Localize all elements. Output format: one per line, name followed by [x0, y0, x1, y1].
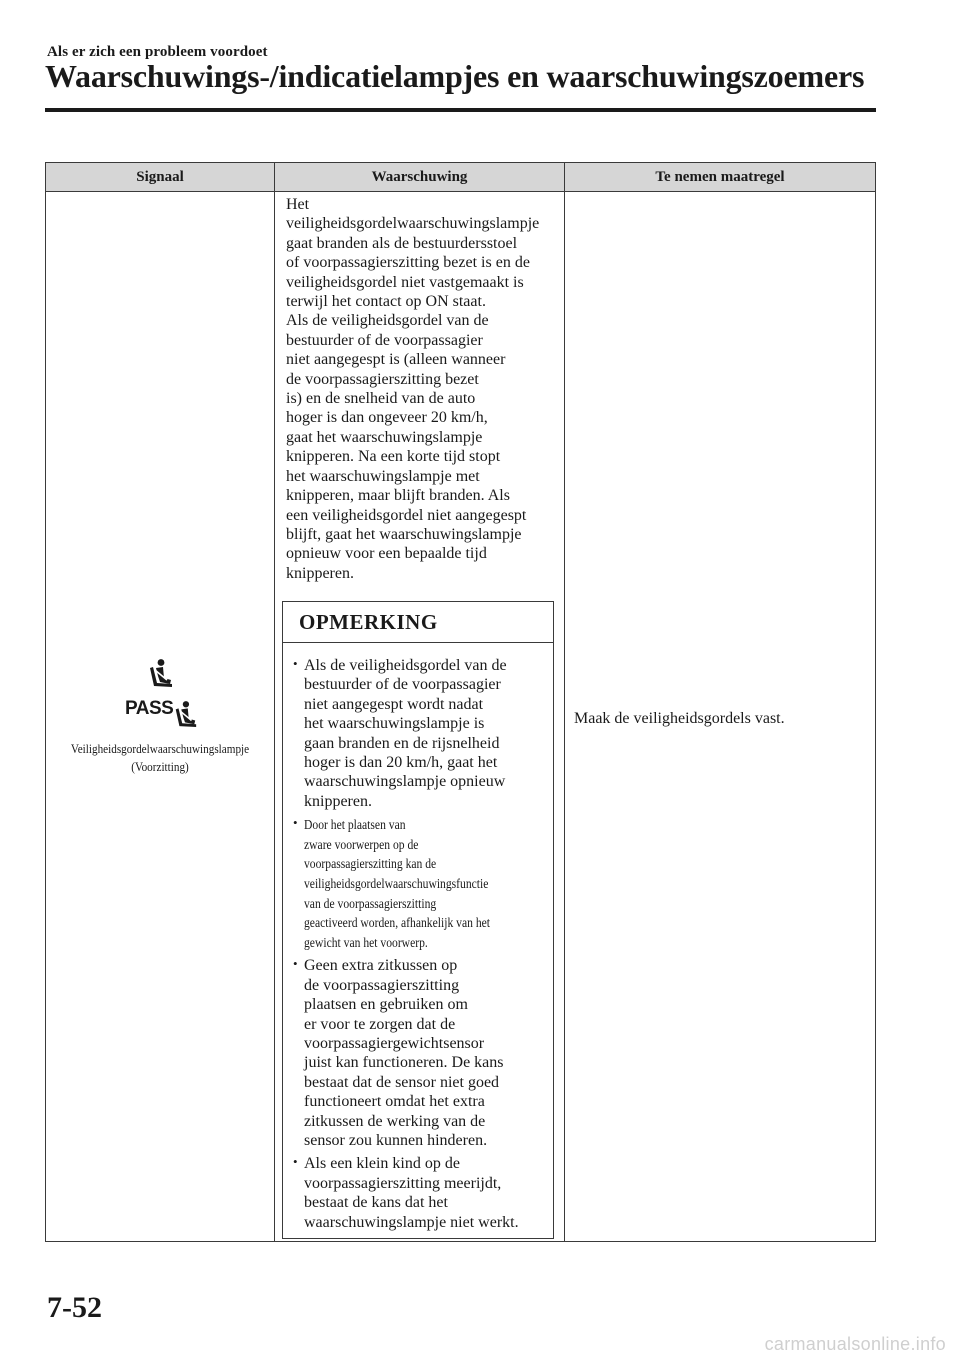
- note-line: bestaat de kans dat het: [304, 1194, 448, 1212]
- watermark: carmanualsonline.info: [764, 1334, 946, 1354]
- note-line: Als de veiligheidsgordel van de: [304, 657, 507, 674]
- warning-line: niet aangegespt is (alleen wanneer: [286, 351, 506, 369]
- note-bullet: [291, 956, 551, 1150]
- note-header: [283, 602, 553, 643]
- pass-label: PASS: [125, 698, 174, 719]
- note-line: hoger is dan 20 km/h, gaat het: [304, 754, 498, 772]
- column-header-action: Te nemen maatregel: [655, 169, 785, 185]
- note-line: Door het plaatsen van: [304, 817, 406, 833]
- note-bullet: [291, 1154, 551, 1232]
- note-bullet: [291, 656, 551, 811]
- note-line: waarschuwingslampje opnieuw: [304, 773, 506, 791]
- title-rule: [45, 108, 876, 112]
- column-divider: [274, 163, 275, 1241]
- note-line: niet aangegespt wordt nadat: [304, 695, 484, 713]
- signal-cell: [46, 658, 274, 776]
- warning-line: gaat het waarschuwingslampje: [286, 428, 483, 446]
- note-line: voorpassagierszitting meerijdt,: [304, 1174, 502, 1192]
- bullet-dot-icon: •: [293, 956, 298, 972]
- note-line: Geen extra zitkussen op: [304, 957, 458, 975]
- note-line: juist kan functioneren. De kans: [304, 1054, 504, 1072]
- warning-line: is) en de snelheid van de auto: [286, 390, 476, 408]
- note-line: functioneert omdat het extra: [304, 1093, 485, 1111]
- note-line: het waarschuwingslampje is: [304, 715, 485, 733]
- warning-line: blijft, gaat het waarschuwingslampje: [286, 525, 522, 543]
- warning-line: hoger is dan ongeveer 20 km/h,: [286, 409, 488, 427]
- bullet-dot-icon: •: [293, 815, 298, 831]
- note-line: bestuurder of de voorpassagier: [304, 676, 501, 694]
- note-body: [291, 656, 551, 1236]
- note-line: gaan branden en de rijsnelheid: [304, 734, 500, 752]
- warning-line: Het: [286, 196, 310, 213]
- warning-line: Als de veiligheidsgordel van de: [286, 312, 489, 330]
- passenger-seatbelt-icon: [172, 700, 198, 728]
- note-line: gewicht van het voorwerp.: [304, 934, 428, 950]
- warning-line: bestuurder of de voorpassagier: [286, 331, 483, 349]
- note-line: knipperen.: [304, 792, 372, 810]
- warning-line: terwijl het contact op ON staat.: [286, 293, 486, 311]
- warning-line: veiligheidsgordel niet vastgemaakt is: [286, 273, 524, 291]
- warning-line: knipperen, maar blijft branden. Als: [286, 487, 510, 505]
- column-header-signal: Signaal: [136, 169, 184, 185]
- warning-line: de voorpassagierszitting bezet: [286, 370, 479, 388]
- warning-line: een veiligheidsgordel niet aangegespt: [286, 506, 527, 524]
- signal-caption: Veiligheidsgordelwaarschuwingslampje (Voorzitting): [70, 741, 250, 774]
- note-line: zware voorwerpen op de: [304, 836, 419, 852]
- warning-line: knipperen. Na een korte tijd stopt: [286, 448, 501, 466]
- action-text: Maak de veiligheidsgordels vast.: [574, 710, 785, 727]
- note-line: zitkussen de werking van de: [304, 1112, 486, 1130]
- note-title: OPMERKING: [299, 610, 438, 634]
- note-bullet: [291, 815, 551, 952]
- warning-line: of voorpassagierszitting bezet is en de: [286, 254, 530, 272]
- note-box: [282, 601, 554, 1239]
- note-line: sensor zou kunnen hinderen.: [304, 1132, 488, 1150]
- note-line: veiligheidsgordelwaarschuwingsfunctie: [304, 876, 489, 892]
- warning-description: [286, 195, 574, 583]
- table-header: [46, 163, 875, 192]
- note-line: van de voorpassagierszitting: [304, 895, 437, 911]
- warning-table: [45, 162, 876, 1242]
- page-number: 7-52: [47, 1291, 102, 1324]
- note-line: voorpassagiergewichtsensor: [304, 1035, 485, 1053]
- note-line: er voor te zorgen dat de: [304, 1015, 456, 1033]
- bullet-dot-icon: •: [293, 1154, 298, 1170]
- note-line: waarschuwingslampje niet werkt.: [304, 1213, 519, 1231]
- warning-line: veiligheidsgordelwaarschuwingslampje: [286, 215, 540, 233]
- column-header-warning: Waarschuwing: [371, 169, 468, 185]
- note-line: geactiveerd worden, afhankelijk van het: [304, 915, 491, 931]
- warning-line: gaat branden als de bestuurdersstoel: [286, 234, 518, 252]
- warning-line: het waarschuwingslampje met: [286, 467, 480, 485]
- section-label: Als er zich een probleem voordoet: [47, 44, 268, 60]
- note-line: de voorpassagierszitting: [304, 976, 460, 994]
- note-line: Als een klein kind op de: [304, 1155, 460, 1173]
- note-line: bestaat dat de sensor niet goed: [304, 1073, 500, 1091]
- note-line: plaatsen en gebruiken om: [304, 996, 468, 1014]
- page-title: Waarschuwings-/indicatielampjes en waarschuwingszoemers: [45, 58, 865, 94]
- warning-line: opnieuw voor een bepaalde tijd: [286, 545, 487, 563]
- warning-line: knipperen.: [286, 564, 354, 582]
- seatbelt-warning-icon: [146, 658, 174, 688]
- bullet-dot-icon: •: [293, 656, 298, 671]
- note-line: voorpassagierszitting kan de: [304, 856, 437, 872]
